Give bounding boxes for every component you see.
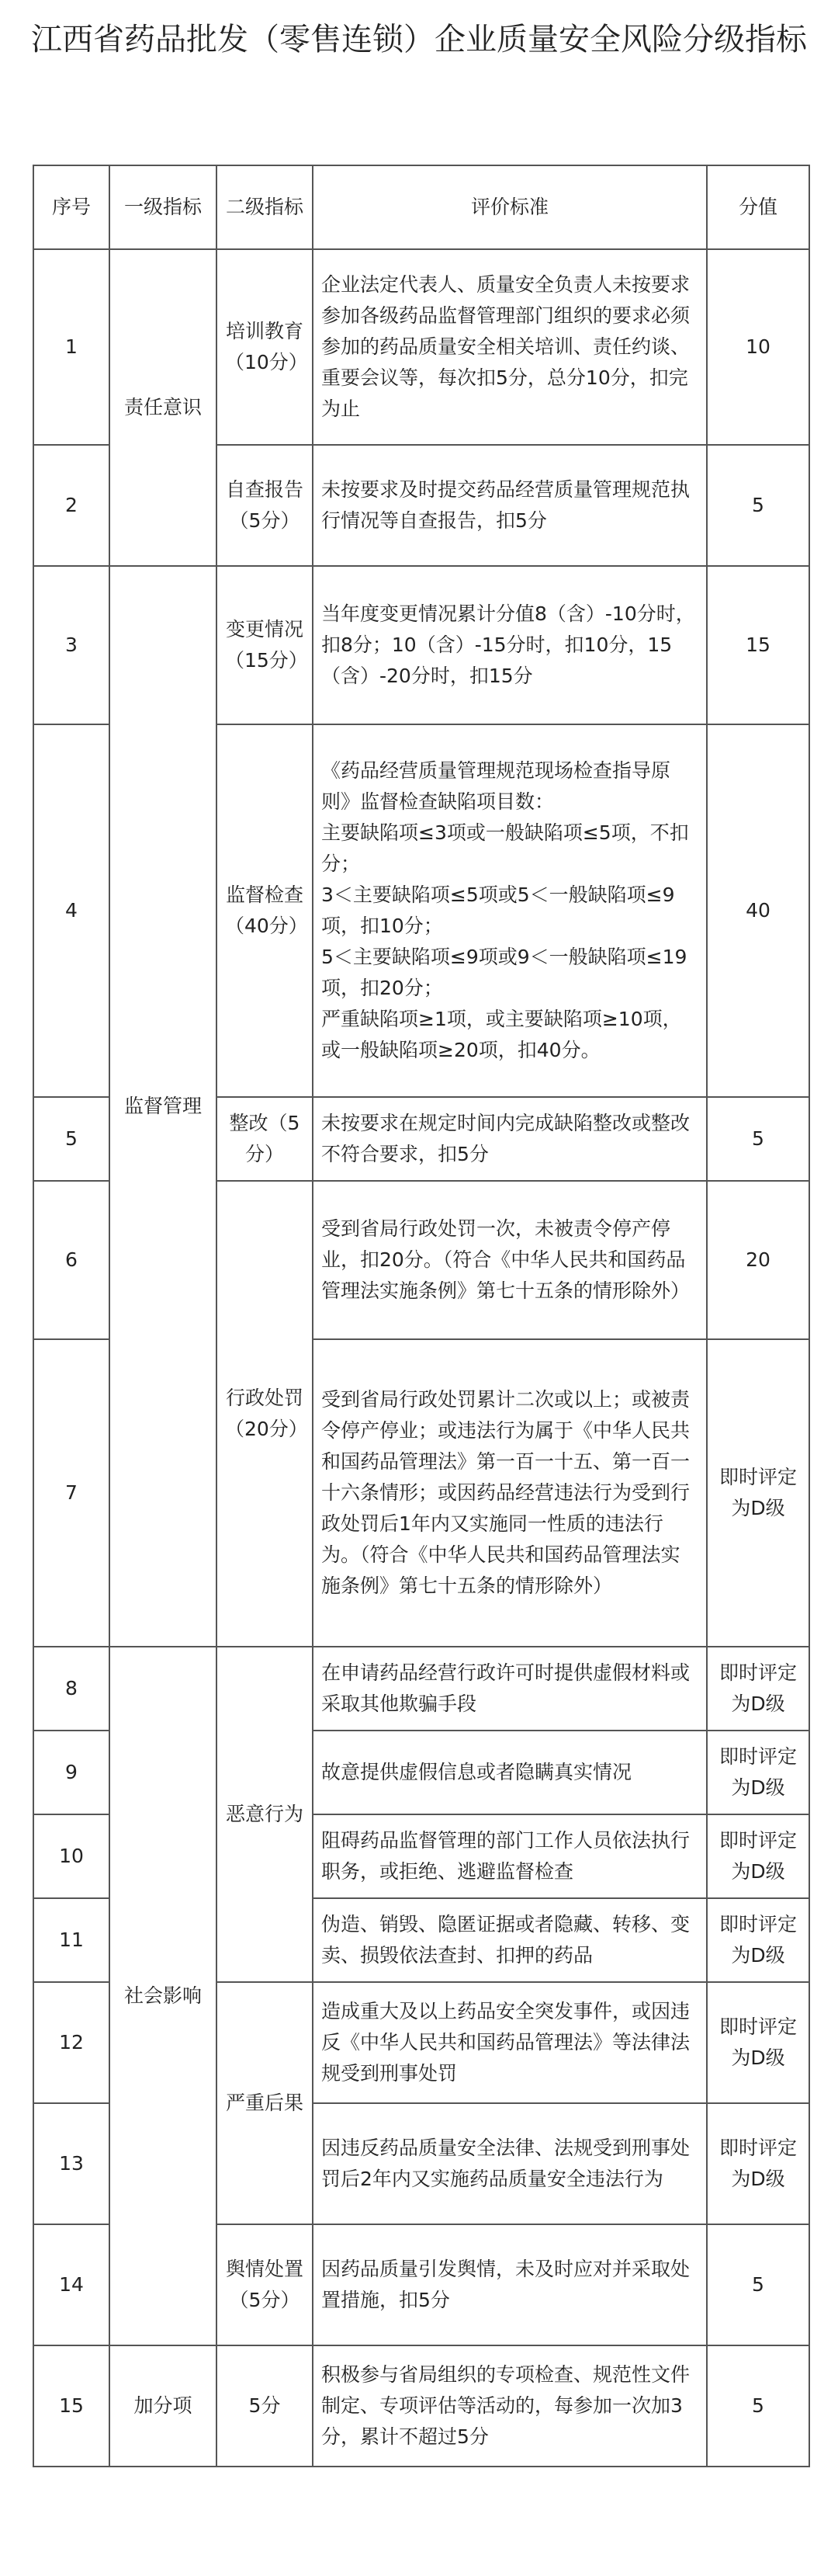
level2-cell: 变更情况（15分） <box>216 566 313 724</box>
criteria-cell: 因药品质量引发舆情，未及时应对并采取处置措施，扣5分 <box>313 2224 707 2345</box>
criteria-cell: 当年度变更情况累计分值8（含）-10分时，扣8分；10（含）-15分时，扣10分，15（含）-20分时，扣15分 <box>313 566 707 724</box>
level2-cell: 恶意行为 <box>216 1647 313 1982</box>
row-number: 9 <box>33 1731 109 1814</box>
level1-cell: 监督管理 <box>109 566 216 1647</box>
criteria-cell: 积极参与省局组织的专项检查、规范性文件制定、专项评估等活动的，每参加一次加3分，累计不超过5分 <box>313 2345 707 2467</box>
row-number: 1 <box>33 249 109 445</box>
level2-cell: 行政处罚（20分） <box>216 1181 313 1647</box>
level2-cell: 监督检查（40分） <box>216 724 313 1097</box>
row-number: 15 <box>33 2345 109 2467</box>
criteria-cell: 阻碍药品监督管理的部门工作人员依法执行职务，或拒绝、逃避监督检查 <box>313 1814 707 1898</box>
score-cell: 即时评定为D级 <box>707 1898 809 1982</box>
score-cell: 5 <box>707 2224 809 2345</box>
row-number: 12 <box>33 1982 109 2103</box>
score-cell: 5 <box>707 2345 809 2467</box>
criteria-cell: 未按要求及时提交药品经营质量管理规范执行情况等自查报告，扣5分 <box>313 445 707 566</box>
header-criteria: 评价标准 <box>313 165 707 249</box>
score-cell: 15 <box>707 566 809 724</box>
row-number: 7 <box>33 1339 109 1647</box>
header-level1: 一级指标 <box>109 165 216 249</box>
criteria-cell: 受到省局行政处罚一次，未被责令停产停业，扣20分。（符合《中华人民共和国药品管理法实施条例》第七十五条的情形除外） <box>313 1181 707 1339</box>
criteria-cell: 未按要求在规定时间内完成缺陷整改或整改不符合要求，扣5分 <box>313 1097 707 1181</box>
row-number: 6 <box>33 1181 109 1339</box>
score-cell: 10 <box>707 249 809 445</box>
score-cell: 40 <box>707 724 809 1097</box>
criteria-line: 主要缺陷项≤3项或一般缺陷项≤5项，不扣分； <box>321 821 689 875</box>
score-cell: 即时评定为D级 <box>707 1339 809 1647</box>
score-cell: 即时评定为D级 <box>707 1647 809 1731</box>
table-row <box>33 249 809 445</box>
level2-cell: 严重后果 <box>216 1982 313 2224</box>
table-row <box>33 566 809 724</box>
level1-cell: 加分项 <box>109 2345 216 2467</box>
criteria-cell: 企业法定代表人、质量安全负责人未按要求参加各级药品监督管理部门组织的要求必须参加的药品质量安全相关培训、责任约谈、重要会议等，每次扣5分，总分10分，扣完为止 <box>313 249 707 445</box>
level2-cell: 培训教育（10分） <box>216 249 313 445</box>
level1-cell: 社会影响 <box>109 1647 216 2345</box>
level2-cell: 自查报告（5分） <box>216 445 313 566</box>
row-number: 8 <box>33 1647 109 1731</box>
header-level2: 二级指标 <box>216 165 313 249</box>
score-cell: 5 <box>707 445 809 566</box>
criteria-line: 严重缺陷项≥1项，或主要缺陷项≥10项，或一般缺陷项≥20项，扣40分。 <box>321 1008 682 1061</box>
criteria-line: 《药品经营质量管理规范现场检查指导原则》监督检查缺陷项目数： <box>321 759 671 813</box>
criteria-cell: 在申请药品经营行政许可时提供虚假材料或采取其他欺骗手段 <box>313 1647 707 1731</box>
level1-cell: 责任意识 <box>109 249 216 566</box>
row-number: 11 <box>33 1898 109 1982</box>
row-number: 14 <box>33 2224 109 2345</box>
score-cell: 即时评定为D级 <box>707 1731 809 1814</box>
score-cell: 5 <box>707 1097 809 1181</box>
row-number: 4 <box>33 724 109 1097</box>
score-cell: 20 <box>707 1181 809 1339</box>
row-number: 3 <box>33 566 109 724</box>
level2-cell: 舆情处置（5分） <box>216 2224 313 2345</box>
criteria-cell: 因违反药品质量安全法律、法规受到刑事处罚后2年内又实施药品质量安全违法行为 <box>313 2103 707 2224</box>
table-header-row <box>33 165 809 249</box>
criteria-cell: 受到省局行政处罚累计二次或以上；或被责令停产停业；或违法行为属于《中华人民共和国药品管理法》第一百一十五、第一百一十六条情形；或因药品经营违法行为受到行政处罚后1年内又实施同一性质的违法行为。（符合《中华人民共和国药品管理法实施条例》第七十五条的情形除外） <box>313 1339 707 1647</box>
criteria-cell: 造成重大及以上药品安全突发事件，或因违反《中华人民共和国药品管理法》等法律法规受到刑事处罚 <box>313 1982 707 2103</box>
row-number: 13 <box>33 2103 109 2224</box>
level2-cell: 整改（5分） <box>216 1097 313 1181</box>
criteria-cell: 伪造、销毁、隐匿证据或者隐藏、转移、变卖、损毁依法查封、扣押的药品 <box>313 1898 707 1982</box>
header-score: 分值 <box>707 165 809 249</box>
score-cell: 即时评定为D级 <box>707 2103 809 2224</box>
level2-cell: 5分 <box>216 2345 313 2467</box>
header-no: 序号 <box>33 165 109 249</box>
score-cell: 即时评定为D级 <box>707 1814 809 1898</box>
score-cell: 即时评定为D级 <box>707 1982 809 2103</box>
criteria-cell: 故意提供虚假信息或者隐瞒真实情况 <box>313 1731 707 1814</box>
document-title: 江西省药品批发（零售连锁）企业质量安全风险分级指标 <box>31 22 807 57</box>
table-row <box>33 1647 809 1731</box>
risk-index-table <box>33 165 810 2467</box>
criteria-cell <box>313 724 707 1097</box>
criteria-line: 5＜主要缺陷项≤9项或9＜一般缺陷项≤19项，扣20分； <box>321 946 687 999</box>
row-number: 10 <box>33 1814 109 1898</box>
row-number: 5 <box>33 1097 109 1181</box>
table-row <box>33 2345 809 2467</box>
row-number: 2 <box>33 445 109 566</box>
criteria-line: 3＜主要缺陷项≤5项或5＜一般缺陷项≤9项，扣10分； <box>321 884 675 937</box>
